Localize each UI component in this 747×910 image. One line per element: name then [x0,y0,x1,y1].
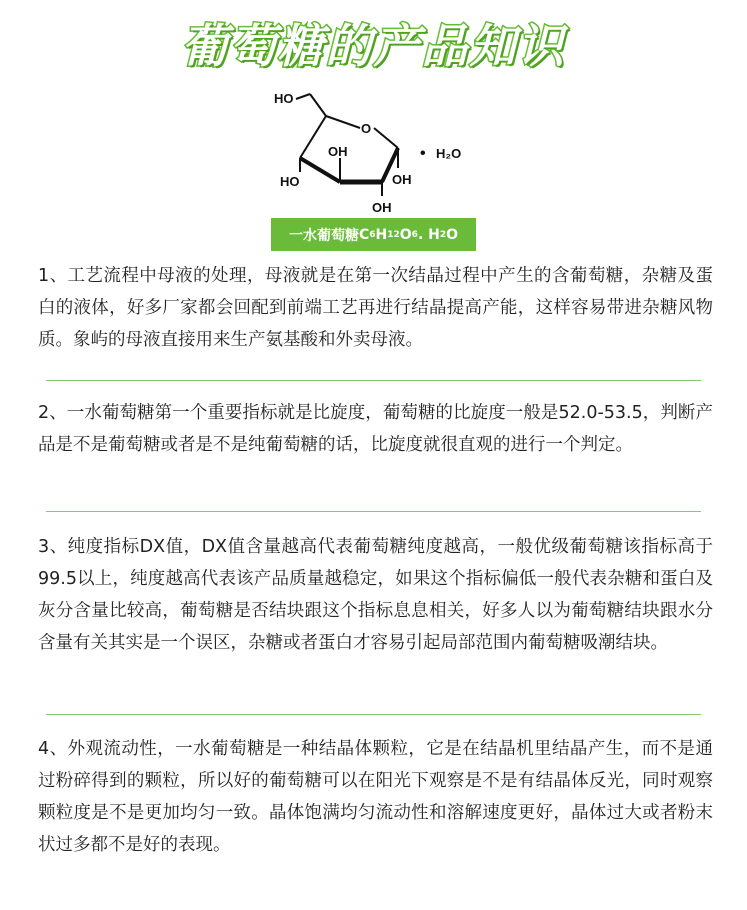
formula-badge [271,218,476,251]
formula-water-o: O [446,226,459,243]
formula-c: C [358,226,370,243]
formula-water-h: H [428,226,440,243]
bond-o-c1 [374,128,398,148]
paragraph-4: 4、外观流动性，一水葡萄糖是一种结晶体颗粒，它是在结晶机里结晶产生，而不是通过粉碎得到的颗粒，所以好的葡萄糖可以在阳光下观察是不是有结晶体反光，同时观察颗粒度是不是更加均匀一致。晶体饱满均匀流动性和溶解速度更好，晶体过大或者粉末状过多都不是好的表现。 [38,739,713,855]
divider-1 [46,380,701,381]
title-banner [0,14,747,78]
label-ho-left: HO [280,174,300,189]
glucose-structure-diagram [270,86,490,216]
label-water: H₂O [436,146,462,161]
formula-prefix: 一水葡萄糖 [288,227,359,244]
divider-2 [46,511,701,512]
divider-3 [46,714,701,715]
paragraph-1: 1、工艺流程中母液的处理，母液就是在第一次结晶过程中产生的含葡萄糖，杂糖及蛋白的液体，好多厂家都会回配到前端工艺再进行结晶提高产能，这样容易带进杂糖风物质。象屿的母液直接用来生产氨基酸和外卖母液。 [38,266,713,350]
bond-c4-c5 [300,116,326,158]
label-oh-left: OH [328,144,348,159]
label-oh-bottom: OH [372,200,392,215]
formula-water-sub: 2 [439,229,447,240]
bond-front-edge-left [300,158,340,182]
label-oh-right: OH [392,172,412,187]
page-title: 葡萄糖的产品知识 [181,19,566,73]
bond-ho-ch2 [296,94,310,99]
formula-c-sub: 6 [369,229,376,240]
formula-o: O [399,226,412,243]
paragraph-2: 2、一水葡萄糖第一个重要指标就是比旋度，葡萄糖的比旋度一般是52.0-53.5，判断产品是不是葡萄糖或者是不是纯葡萄糖的话，比旋度就很直观的进行一个判定。 [38,403,713,455]
label-dot: • [420,145,426,162]
formula-sep: . [417,226,429,243]
formula-o-sub: 6 [411,229,418,240]
formula-h-sub: 12 [387,229,400,240]
label-ho-top: HO [274,91,294,106]
paragraph-3: 3、纯度指标DX值，DX值含量越高代表葡萄糖纯度越高，一般优级葡萄糖该指标高于99.5以上，纯度越高代表该产品质量越稳定，如果这个指标偏低一般代表杂糖和蛋白及灰分含量比较高，葡萄糖是否结块跟这个指标息息相关，好多人以为葡萄糖结块跟水分含量有关其实是一个误区，杂糖或者蛋白才容易引起局部范围内葡萄糖吸潮结块。 [38,537,713,653]
label-ring-o: O [361,121,372,136]
bond-ch2-ring [310,94,326,116]
formula-h: H [375,226,388,243]
bond-c5-o [326,116,360,128]
